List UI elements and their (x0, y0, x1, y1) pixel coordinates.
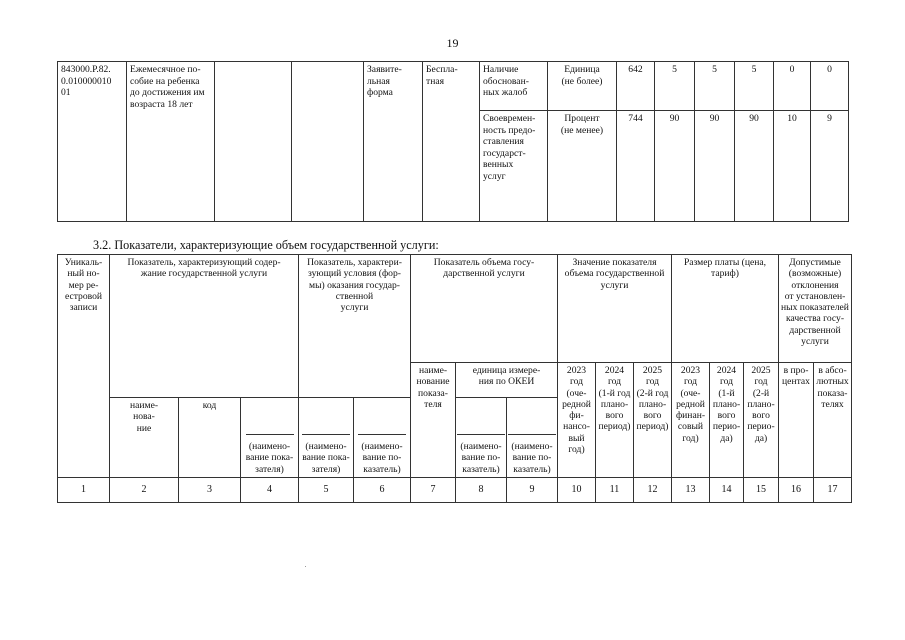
form-cell: Заявите- льная форма (364, 62, 423, 222)
column-number: 3 (179, 478, 241, 503)
registry-code: 843000.Р.82. 0.010000010 01 (58, 62, 127, 222)
underline-blank (302, 434, 350, 438)
subheader-label: (наимено- вание пока- зателя) (302, 441, 350, 475)
header-conditions-indicator: Показатель, характери- зующий условия (фор- мы) оказания государ- ственной услуги (299, 255, 411, 398)
header-unique-number: Уникаль- ный но- мер ре- естровой записи (58, 255, 110, 478)
column-number: 7 (411, 478, 456, 503)
column-number: 6 (354, 478, 411, 503)
column-number: 4 (241, 478, 299, 503)
value-cell: 9 (811, 111, 849, 222)
header-value-2023: 2023 год (оче- редной фи- нансо- вый год) (558, 363, 596, 478)
value-cell: 5 (735, 62, 774, 111)
volume-indicators-table (57, 254, 852, 503)
column-number: 8 (456, 478, 507, 503)
column-number: 13 (672, 478, 710, 503)
column-number: 2 (110, 478, 179, 503)
header-volume-name: наиме- нование показа- теля (411, 363, 456, 478)
value-cell: 90 (655, 111, 695, 222)
payment-cell: Беспла- тная (423, 62, 480, 222)
header-fee-2024: 2024 год (1-й плано- вого перио- да) (710, 363, 744, 478)
value-cell: 90 (735, 111, 774, 222)
column-number: 10 (558, 478, 596, 503)
subheader-cell (507, 398, 558, 478)
subheader-cell (299, 398, 354, 478)
underline-blank (358, 434, 406, 438)
unit-code: 642 (617, 62, 655, 111)
column-number: 15 (744, 478, 779, 503)
quality-indicators-table (57, 61, 849, 222)
value-cell: 10 (774, 111, 811, 222)
header-okei-name: наиме- нова- ние (110, 398, 179, 478)
header-volume-value: Значение показателя объема государственной услуги (558, 255, 672, 363)
value-cell: 5 (655, 62, 695, 111)
subheader-cell (456, 398, 507, 478)
header-fee-2025: 2025 год (2-й плано- вого перио- да) (744, 363, 779, 478)
value-cell: 0 (811, 62, 849, 111)
indicator-name: Наличие обоснован- ных жалоб (480, 62, 548, 111)
empty-cell (215, 62, 292, 222)
underline-blank (246, 434, 294, 438)
column-number: 5 (299, 478, 354, 503)
subheader-label: (наимено- вание пока- зателя) (245, 441, 294, 475)
header-okei-unit: единица измере- ния по ОКЕИ (456, 363, 558, 398)
header-content-indicator: Показатель, характеризующий содер- жание государственной услуги (110, 255, 299, 398)
page-number: 19 (446, 36, 459, 50)
column-number: 17 (814, 478, 852, 503)
column-number: 9 (507, 478, 558, 503)
subheader-label: (наимено- вание по- казатель) (511, 441, 553, 475)
value-cell: 5 (695, 62, 735, 111)
scan-speck (305, 566, 306, 567)
subheader-cell (354, 398, 411, 478)
service-name: Ежемесячное по- собие на ребенка до достижения им возраста 18 лет (127, 62, 215, 222)
empty-cell (292, 62, 364, 222)
unit-code: 744 (617, 111, 655, 222)
subheader-label: (наимено- вание по- казатель) (460, 441, 502, 475)
header-fee: Размер платы (цена, тариф) (672, 255, 779, 363)
underline-blank (457, 434, 505, 438)
value-cell: 90 (695, 111, 735, 222)
unit-name: Процент (не менее) (548, 111, 617, 222)
header-value-2025: 2025 год (2-й год плано- вого период) (634, 363, 672, 478)
header-deviation: Допустимые (возможные) отклонения от установлен- ных показателей качества госу- дарственной услуги (779, 255, 852, 363)
header-volume-indicator: Показатель объема госу- дарственной услуги (411, 255, 558, 363)
indicator-name: Своевремен- ность предо- ставления государст- венных услуг (480, 111, 548, 222)
column-number: 12 (634, 478, 672, 503)
subheader-label: (наимено- вание по- казатель) (361, 441, 403, 475)
underline-blank (508, 434, 556, 438)
value-cell: 0 (774, 62, 811, 111)
header-deviation-percent: в про- центах (779, 363, 814, 478)
header-fee-2023: 2023 год (оче- редной финан- совый год) (672, 363, 710, 478)
header-deviation-absolute: в абсо- лютных показа- телях (814, 363, 852, 478)
column-number: 11 (596, 478, 634, 503)
header-okei-code: код (179, 398, 241, 478)
column-number: 1 (58, 478, 110, 503)
column-number: 14 (710, 478, 744, 503)
subheader-cell (241, 398, 299, 478)
section-title: 3.2. Показатели, характеризующие объем государственной услуги: (93, 238, 439, 252)
header-value-2024: 2024 год (1-й год плано- вого период) (596, 363, 634, 478)
unit-name: Единица (не более) (548, 62, 617, 111)
column-number: 16 (779, 478, 814, 503)
